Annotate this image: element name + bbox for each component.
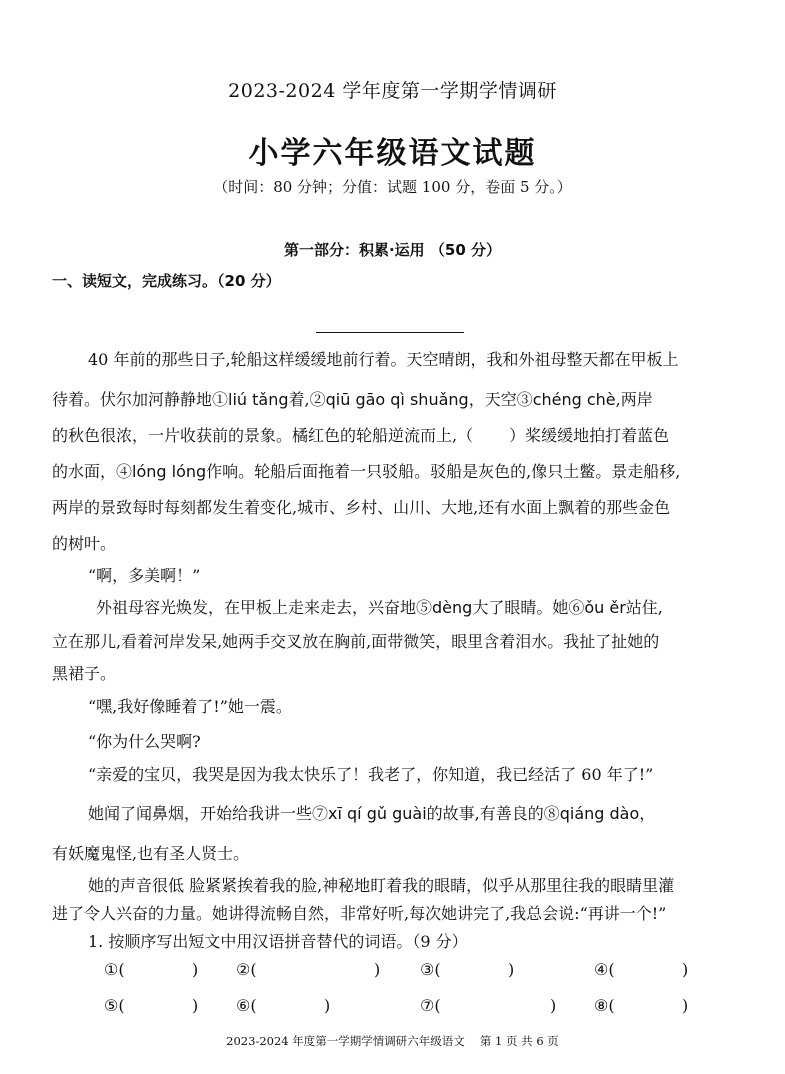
exam-header: 2023-2024 学年度第一学期学情调研 <box>228 80 557 102</box>
passage-line: 外祖母容光焕发，在甲板上走来走去，兴奋地⑤dèng大了眼睛。她⑥ǒu ěr站住, <box>96 598 663 617</box>
answer-blank-6-close: ) <box>324 996 331 1015</box>
passage-line: “亲爱的宝贝，我哭是因为我太快乐了！我老了，你知道，我已经活了 60 年了!” <box>88 765 654 784</box>
part-heading: 第一部分：积累·运用 （50 分） <box>283 241 502 259</box>
passage-line: 的水面，④lóng lóng作响。轮船后面拖着一只驳船。驳船是灰色的,像只土鳖。景走船移, <box>52 462 681 481</box>
answer-blank-1-open[interactable]: ①( <box>104 960 125 979</box>
exam-title: 小学六年级语文试题 <box>248 136 537 171</box>
pinyin: dèng <box>432 598 473 617</box>
answer-blank-1-close: ) <box>192 960 199 979</box>
pinyin: liú tǎng <box>228 390 289 409</box>
answer-blank-8-close: ) <box>682 996 689 1015</box>
passage-line: 40 年前的那些日子,轮船这样缓缓地前行着。天空晴朗，我和外祖母整天都在甲板上 <box>88 350 679 369</box>
pinyin: ǒu ěr <box>584 598 626 617</box>
answer-blank-3-open[interactable]: ③( <box>420 960 441 979</box>
answer-blank-7-close: ) <box>550 996 557 1015</box>
passage-line: 进了令人兴奋的力量。她讲得流畅自然，非常好听,每次她讲完了,我总会说:“再讲一个!” <box>52 904 667 923</box>
passage-line: 两岸的景致每时每刻都发生着变化,城市、乡村、山川、大地,还有水面上飘着的那些金色 <box>52 498 671 517</box>
passage-line: 待着。伏尔加河静静地①liú tǎng着,②qiū gāo qì shuǎng，天空③chéng chè,两岸 <box>52 390 653 409</box>
answer-blank-2-close: ) <box>374 960 381 979</box>
answer-blank-5-close: ) <box>192 996 199 1015</box>
passage-line: 有妖魔鬼怪,也有圣人贤士。 <box>52 844 250 863</box>
pinyin: qiáng dào <box>559 804 640 823</box>
passage-line: 的秋色很浓，一片收获前的景象。橘红色的轮船逆流而上,（ ）桨缓缓地拍打着蓝色 <box>52 426 670 445</box>
answer-blank-5-open[interactable]: ⑤( <box>104 996 125 1015</box>
passage-line: 黑裙子。 <box>52 664 117 683</box>
pinyin: xī qí gǔ guài <box>328 804 427 823</box>
pinyin: qiū gāo qì shuǎng <box>325 390 469 409</box>
answer-blank-6-open[interactable]: ⑥( <box>236 996 257 1015</box>
pinyin: chéng chè <box>532 390 616 409</box>
pinyin: lóng lóng <box>132 462 207 481</box>
passage-line: 立在那儿,看着河岸发呆,她两手交叉放在胸前,面带微笑，眼里含着泪水。我扯了扯她的 <box>52 632 660 651</box>
exam-subtitle: （时间：80 分钟；分值：试题 100 分，卷面 5 分。） <box>213 178 572 196</box>
passage-line: “啊，多美啊！” <box>88 566 201 585</box>
passage-line: “嘿,我好像睡着了!”她一震。 <box>88 697 292 716</box>
answer-blank-8-open[interactable]: ⑧( <box>594 996 615 1015</box>
passage-line: “你为什么哭啊? <box>88 732 201 751</box>
answer-blank-2-open[interactable]: ②( <box>236 960 257 979</box>
section-heading: 一、读短文，完成练习。（20 分） <box>52 272 281 290</box>
answer-blank-7-open[interactable]: ⑦( <box>420 996 441 1015</box>
question-1: 1. 按顺序写出短文中用汉语拼音替代的词语。（9 分） <box>88 932 468 951</box>
passage-line: 她闻了闻鼻烟，开始给我讲一些⑦xī qí gǔ guài的故事,有善良的⑧qiáng dào， <box>88 804 656 823</box>
answer-blank-3-close: ) <box>508 960 515 979</box>
passage-line: 的树叶。 <box>52 534 117 553</box>
answer-blank-4-close: ) <box>682 960 689 979</box>
answer-blank-4-open[interactable]: ④( <box>594 960 615 979</box>
title-rule <box>316 332 464 333</box>
page-footer: 2023-2024 年度第一学期学情调研六年级语文 第 1 页 共 6 页 <box>226 1034 559 1048</box>
passage-line: 她的声音很低 脸紧紧挨着我的脸,神秘地盯着我的眼睛，似乎从那里往我的眼睛里灌 <box>88 876 675 895</box>
